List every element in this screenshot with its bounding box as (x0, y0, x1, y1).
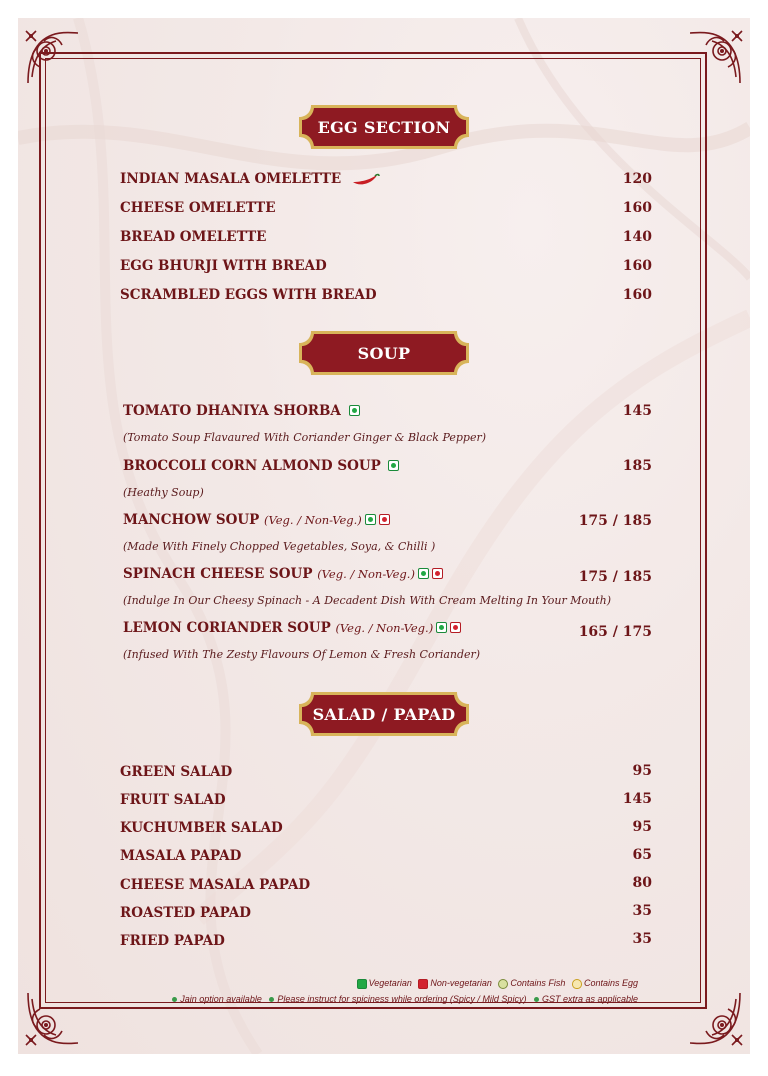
bullet-icon (172, 997, 177, 1002)
item-name: INDIAN MASALA OMELETTE (120, 171, 342, 187)
item-price: 160 (622, 287, 652, 303)
corner-ornament-bottom-left (22, 987, 84, 1049)
menu-item: ROASTED PAPAD (120, 905, 251, 921)
menu-item (123, 620, 461, 636)
item-price: 145 (622, 791, 652, 807)
item-description: (Tomato Soup Flavaured With Coriander Ginger & Black Pepper) (123, 431, 486, 444)
corner-ornament-top-right (684, 27, 746, 89)
item-price: 80 (632, 875, 652, 891)
menu-item: BREAD OMELETTE (120, 229, 267, 245)
nonveg-icon (418, 979, 428, 989)
menu-item (123, 403, 360, 419)
item-price: 185 (622, 458, 652, 474)
legend-jain: Jain option available (180, 994, 262, 1004)
veg-icon (365, 514, 376, 525)
item-name: BROCCOLI CORN ALMOND SOUP (123, 458, 381, 474)
nonveg-icon (432, 568, 443, 579)
salad-banner (297, 688, 471, 740)
menu-item: SCRAMBLED EGGS WITH BREAD (120, 287, 377, 303)
bullet-icon (269, 997, 274, 1002)
egg-section-title: EGG SECTION (317, 117, 451, 137)
item-description: (Indulge In Our Cheesy Spinach - A Decadent Dish With Cream Melting In Your Mouth) (123, 594, 611, 607)
item-tag: (Veg. / Non-Veg.) (264, 513, 362, 527)
menu-item (120, 171, 380, 187)
nonveg-icon (450, 622, 461, 633)
item-price: 175 / 185 (578, 569, 652, 585)
legend-non-vegetarian: Non-vegetarian (430, 978, 492, 988)
menu-item: CHEESE OMELETTE (120, 200, 276, 216)
salad-title: SALAD / PAPAD (312, 704, 456, 724)
item-name: SPINACH CHEESE SOUP (123, 566, 313, 582)
item-price: 95 (632, 819, 652, 835)
veg-icon (436, 622, 447, 633)
item-name: LEMON CORIANDER SOUP (123, 620, 331, 636)
item-name: TOMATO DHANIYA SHORBA (123, 403, 341, 419)
menu-item (123, 512, 390, 528)
menu-item: KUCHUMBER SALAD (120, 820, 283, 836)
item-price: 120 (622, 171, 652, 187)
menu-item: CHEESE MASALA PAPAD (120, 877, 311, 893)
item-description: (Heathy Soup) (123, 486, 204, 499)
legend-notes (170, 994, 638, 1004)
soup-title: SOUP (357, 343, 411, 363)
item-description: (Made With Finely Chopped Vegetables, Soya, & Chilli ) (123, 540, 436, 553)
legend-diet (357, 978, 638, 989)
legend-contains-egg: Contains Egg (583, 978, 638, 988)
item-price: 35 (632, 903, 652, 919)
chili-icon (350, 173, 380, 187)
corner-ornament-bottom-right (684, 987, 746, 1049)
item-price: 165 / 175 (578, 624, 652, 640)
veg-icon (357, 979, 367, 989)
item-price: 175 / 185 (578, 513, 652, 529)
veg-icon (388, 460, 399, 471)
item-price: 95 (632, 763, 652, 779)
legend-gst: GST extra as applicable (541, 994, 638, 1004)
veg-icon (418, 568, 429, 579)
bullet-icon (534, 997, 539, 1002)
item-description: (Infused With The Zesty Flavours Of Lemon & Fresh Coriander) (123, 648, 481, 661)
fish-icon (498, 979, 508, 989)
menu-item (123, 458, 399, 474)
item-price: 35 (632, 931, 652, 947)
item-price: 140 (622, 229, 652, 245)
menu-item: FRIED PAPAD (120, 933, 225, 949)
item-price: 145 (622, 403, 652, 419)
menu-item: GREEN SALAD (120, 764, 233, 780)
veg-icon (349, 405, 360, 416)
item-name: MANCHOW SOUP (123, 512, 260, 528)
legend-vegetarian: Vegetarian (368, 978, 412, 988)
item-tag: (Veg. / Non-Veg.) (317, 567, 415, 581)
corner-ornament-top-left (22, 27, 84, 89)
soup-banner (297, 327, 471, 379)
menu-item: FRUIT SALAD (120, 792, 226, 808)
item-tag: (Veg. / Non-Veg.) (335, 621, 434, 635)
menu-item: EGG BHURJI WITH BREAD (120, 258, 327, 274)
legend-spiciness: Please instruct for spiciness while ordering (Spicy / Mild Spicy) (277, 994, 527, 1004)
menu-item (123, 566, 443, 582)
menu-item: MASALA PAPAD (120, 848, 242, 864)
nonveg-icon (379, 514, 390, 525)
egg-icon (572, 979, 582, 989)
item-price: 65 (632, 847, 652, 863)
egg-section-banner (297, 101, 471, 153)
item-price: 160 (622, 258, 652, 274)
legend-contains-fish: Contains Fish (510, 978, 566, 988)
item-price: 160 (622, 200, 652, 216)
